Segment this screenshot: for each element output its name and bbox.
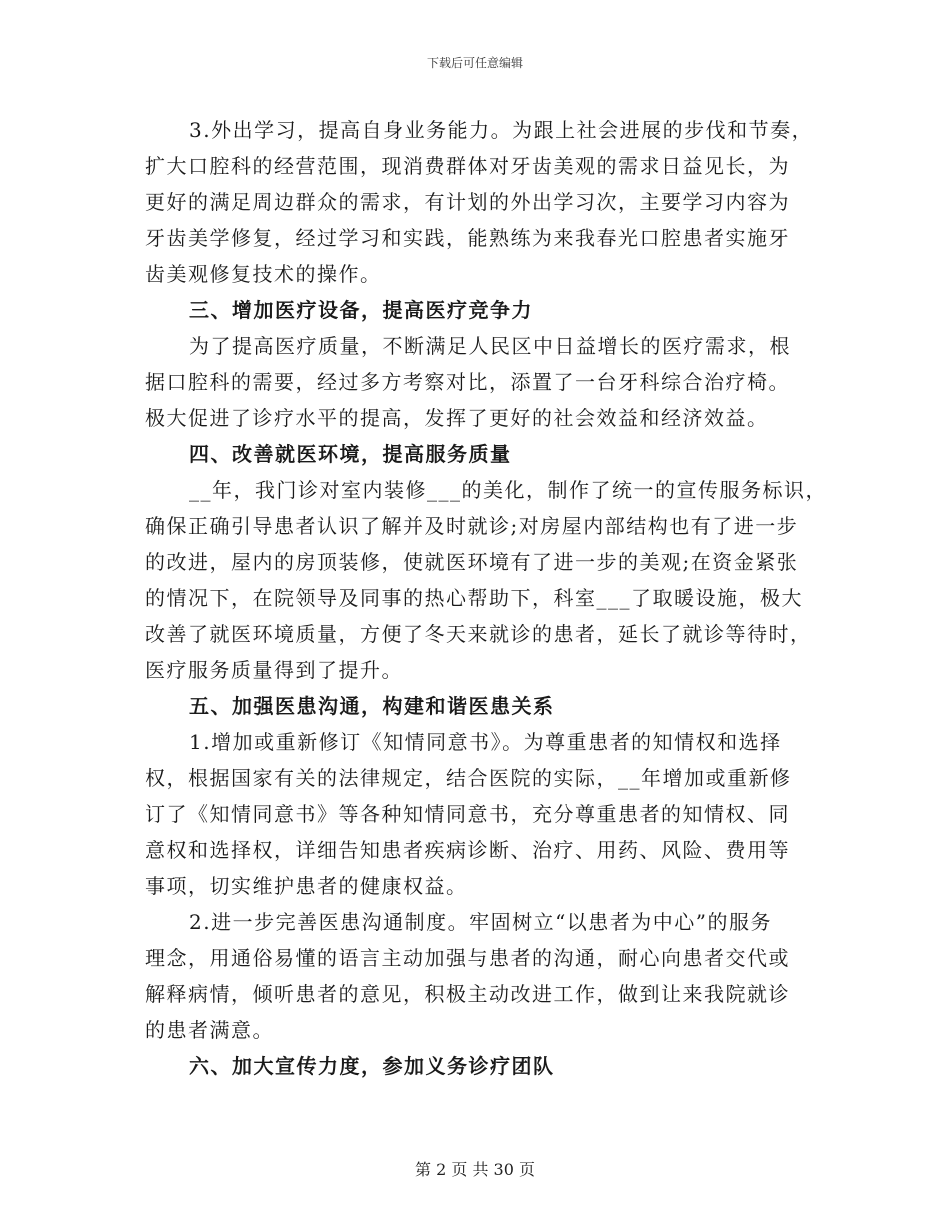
text-line: 确保正确引导患者认识了解并及时就诊;对房屋内部结构也有了进一步 xyxy=(145,514,799,538)
paragraph-environment xyxy=(145,472,827,688)
text-line: 事项，切实维护患者的健康权益。 xyxy=(145,874,468,898)
document-body xyxy=(145,112,827,1084)
text-line: 齿美观修复技术的操作。 xyxy=(145,262,382,286)
section-heading-communication: 五、加强医患沟通，构建和谐医患关系 xyxy=(189,694,555,718)
text-line: 3.外出学习，提高自身业务能力。为跟上社会进展的步伐和节奏， xyxy=(189,118,814,142)
text-line: 改善了就医环境质量，方便了冬天来就诊的患者，延长了就诊等待时， xyxy=(145,622,812,646)
text-line: 据口腔科的需要，经过多方考察对比，添置了一台牙科综合治疗椅。 xyxy=(145,370,790,394)
text-line: __年，我门诊对室内装修___的美化，制作了统一的宣传服务标识， xyxy=(189,478,827,502)
section-heading-environment: 四、改善就医环境，提高服务质量 xyxy=(189,442,512,466)
paragraph-study xyxy=(145,112,815,292)
page-number: 第 2 页 共 30 页 xyxy=(415,1160,535,1179)
text-line: 扩大口腔科的经营范围，现消费群体对牙齿美观的需求日益见长，为 xyxy=(145,154,790,178)
text-line: 理念，用通俗易懂的语言主动加强与患者的沟通，耐心向患者交代或 xyxy=(145,946,790,970)
text-line: 权，根据国家有关的法律规定，结合医院的实际，__年增加或重新修 xyxy=(145,766,792,790)
text-line: 为了提高医疗质量，不断满足人民区中日益增长的医疗需求，根 xyxy=(189,334,791,358)
text-line: 2.进一步完善医患沟通制度。牢固树立“以患者为中心”的服务 xyxy=(189,910,773,934)
paragraph-equipment xyxy=(145,328,815,436)
text-line: 解释病情，倾听患者的意见，积极主动改进工作，做到让来我院就诊 xyxy=(145,982,790,1006)
section-heading-publicity: 六、加大宣传力度，参加义务诊疗团队 xyxy=(189,1054,555,1078)
page-header-note: 下载后可任意编辑 xyxy=(426,56,523,70)
text-line: 极大促进了诊疗水平的提高，发挥了更好的社会效益和经济效益。 xyxy=(145,406,769,430)
text-line: 的改进，屋内的房顶装修，使就医环境有了进一步的美观;在资金紧张 xyxy=(145,550,799,574)
paragraph-consent xyxy=(145,724,815,904)
text-line: 牙齿美学修复，经过学习和实践，能熟练为来我春光口腔患者实施牙 xyxy=(145,226,790,250)
text-line: 更好的满足周边群众的需求，有计划的外出学习次，主要学习内容为 xyxy=(145,190,790,214)
paragraph-communication-system xyxy=(145,904,815,1048)
section-heading-equipment: 三、增加医疗设备，提高医疗竞争力 xyxy=(189,298,533,322)
text-line: 意权和选择权，详细告知患者疾病诊断、治疗、用药、风险、费用等 xyxy=(145,838,790,862)
text-line: 的患者满意。 xyxy=(145,1018,274,1042)
text-line: 的情况下，在院领导及同事的热心帮助下，科室___了取暖设施，极大 xyxy=(145,586,803,610)
text-line: 订了《知情同意书》等各种知情同意书，充分尊重患者的知情权、同 xyxy=(145,802,790,826)
text-line: 医疗服务质量得到了提升。 xyxy=(145,658,403,682)
text-line: 1.增加或重新修订《知情同意书》。为尊重患者的知情权和选择 xyxy=(189,730,782,754)
